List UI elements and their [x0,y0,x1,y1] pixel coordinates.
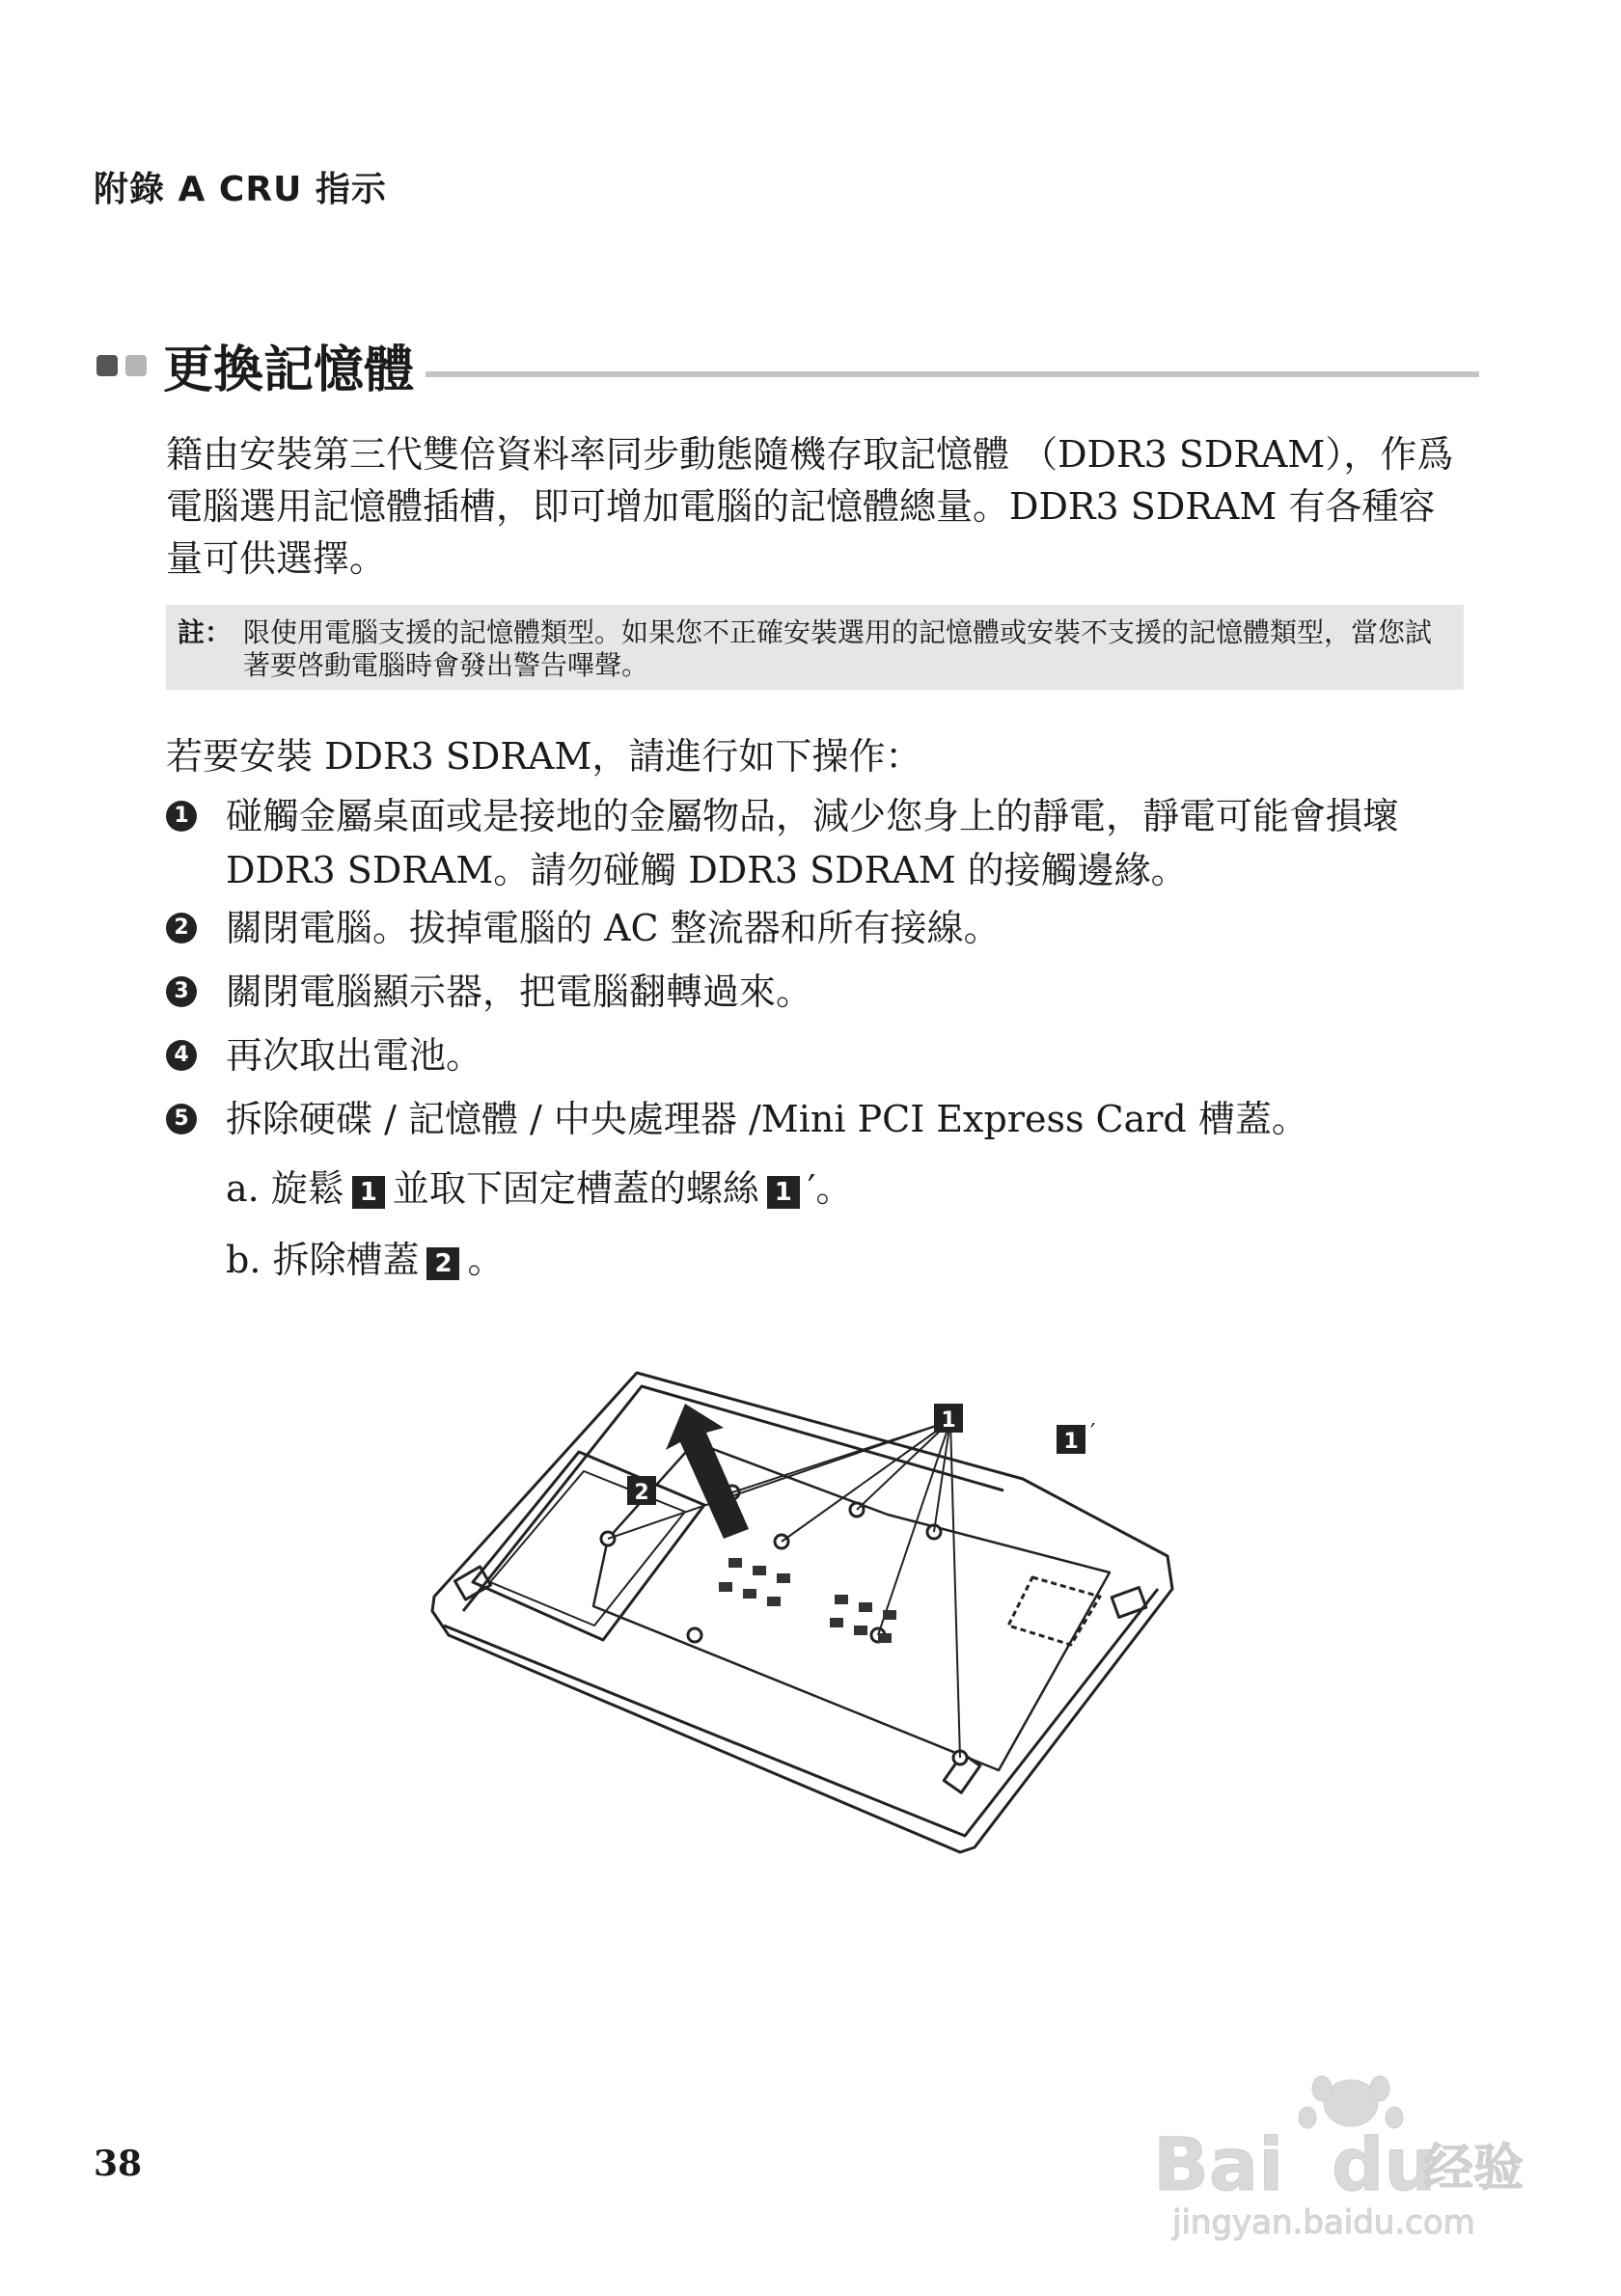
substep-a-prefix: a. 旋鬆 [226,1167,344,1210]
step-text: 碰觸金屬桌面或是接地的金屬物品，減少您身上的靜電，靜電可能會損壞 DDR3 SDRAM。請勿碰觸 DDR3 SDRAM 的接觸邊緣。 [226,795,1400,891]
title-rule [426,371,1479,377]
substep-a-suffix: ′。 [807,1167,853,1210]
substep-a [226,1163,852,1214]
svg-text:jingyan.baidu.com: jingyan.baidu.com [1172,2203,1475,2242]
step-text: 再次取出電池。 [226,1034,483,1077]
baidu-watermark-logo [1153,2060,1539,2243]
step-number-icon: 1 [166,801,197,832]
step-number-icon: 5 [166,1104,197,1134]
step-text: 關閉電腦顯示器，把電腦翻轉過來。 [226,970,813,1013]
note-box [166,605,1464,690]
svg-text:2: 2 [634,1481,649,1505]
bullet-square-light [125,355,147,376]
instruction-lead: 若要安裝 DDR3 SDRAM，請進行如下操作： [166,735,922,778]
svg-text:Bai: Bai [1153,2121,1284,2207]
step-number-icon: 2 [166,913,197,943]
callout-box-1-prime: 1 [767,1176,800,1209]
running-header: 附錄 A CRU 指示 [94,170,387,209]
section-title: 更換記憶體 [163,342,415,399]
bullet-square-dark [96,355,118,376]
section-heading [94,333,1479,410]
step-number-icon: 4 [166,1040,197,1071]
svg-text:′: ′ [1090,1419,1096,1446]
laptop-bottom-diagram [405,1336,1177,1876]
svg-text:1: 1 [941,1408,956,1433]
diagram-callout-2 [627,1476,656,1505]
substep-a-middle: 並取下固定槽蓋的螺絲 [392,1167,759,1210]
callout-box-1: 1 [352,1176,385,1209]
svg-text:du: du [1332,2121,1437,2207]
note-text: 限使用電腦支援的記憶體類型。如果您不正確安裝選用的記憶體或安裝不支援的記憶體類型，當您試著要啓動電腦時會發出警告嗶聲。 [243,616,1433,681]
svg-text:经验: 经验 [1423,2140,1525,2198]
callout-box-2: 2 [426,1247,459,1280]
substep-b-prefix: b. 拆除槽蓋 [226,1239,420,1281]
step-number-icon: 3 [166,976,197,1007]
diagram-callout-1-prime [1057,1419,1095,1454]
intro-paragraph: 籍由安裝第三代雙倍資料率同步動態隨機存取記憶體 （DDR3 SDRAM），作爲電腦選用記憶體插槽，即可增加電腦的記憶體總量。DDR3 SDRAM 有各種容量可供選擇。 [166,433,1454,580]
step-text: 關閉電腦。拔掉電腦的 AC 整流器和所有接線。 [226,907,1001,949]
svg-text:1: 1 [1063,1430,1079,1454]
page-number: 38 [94,2144,143,2184]
substep-b [226,1235,505,1285]
substep-b-suffix: 。 [467,1239,505,1281]
step-text: 拆除硬碟 / 記憶體 / 中央處理器 /Mini PCI Express Card 槽蓋。 [226,1098,1308,1140]
diagram-callout-1 [934,1404,963,1433]
note-label: 註： [178,616,233,648]
